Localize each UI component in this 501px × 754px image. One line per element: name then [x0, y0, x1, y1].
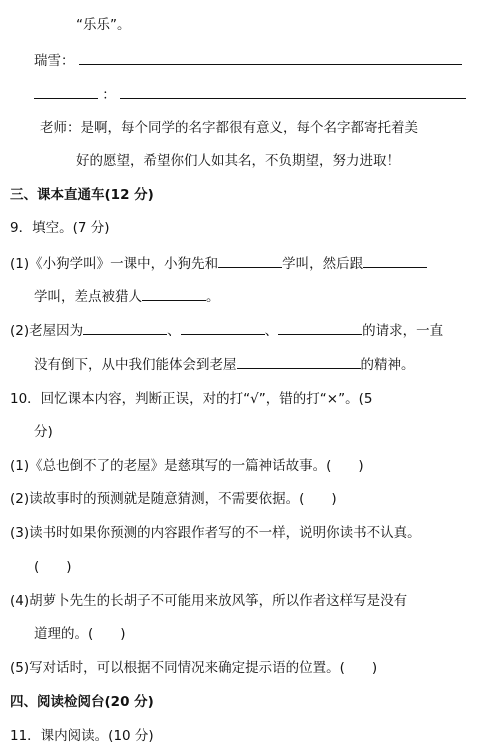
dialogue-teacher-line1	[40, 118, 418, 138]
answer-blank-ruixue[interactable]	[79, 50, 462, 65]
q10-4-text-b: 道理的。( )	[34, 626, 126, 642]
q10-item-1	[10, 456, 364, 476]
dialogue-line-blank-speaker	[34, 84, 466, 104]
q10-3-answer-paren[interactable]: ( )	[34, 559, 72, 575]
q10-text-b: 分)	[34, 424, 53, 440]
q10-stem-line1	[10, 389, 372, 409]
q9-1-text-c: 学叫，差点被猎人	[34, 289, 142, 305]
q10-item-2	[10, 489, 337, 509]
answer-blank-speaker-name[interactable]	[34, 84, 98, 99]
q10-2-text: (2)读故事时的预测就是随意猜测，不需要依据。( )	[10, 491, 337, 507]
q10-text-a: 10．回忆课本内容，判断正误，对的打“√”，错的打“×”。(5	[10, 391, 373, 407]
answer-blank-q9-1-b[interactable]	[363, 253, 427, 268]
section-4-heading	[10, 692, 154, 712]
q9-2-line1	[10, 320, 443, 340]
answer-blank-q9-2-b[interactable]	[181, 320, 265, 335]
speaker-ruixue: 瑞雪：	[34, 53, 75, 69]
section-3-title: 三、课本直通车(12 分)	[10, 187, 154, 203]
q9-text: 9．填空。(7 分)	[10, 220, 110, 236]
q9-1-line2	[34, 286, 220, 306]
continuation-text: “乐乐”。	[76, 17, 131, 33]
teacher-text-2: 好的愿望，希望你们人如其名，不负期望，努力进取！	[76, 153, 400, 169]
q9-stem	[10, 218, 110, 238]
answer-blank-q9-1-c[interactable]	[142, 286, 206, 301]
teacher-text-1: 老师：是啊，每个同学的名字都很有意义，每个名字都寄托着美	[40, 120, 418, 136]
q10-item-4-line2	[34, 624, 126, 644]
q10-3-text-a: (3)读书时如果你预测的内容跟作者写的不一样，说明你读书不认真。	[10, 525, 421, 541]
q10-item-3-line2	[34, 557, 72, 577]
q10-stem-line2	[34, 422, 53, 442]
section-3-heading	[10, 185, 154, 205]
dialogue-continuation	[76, 15, 131, 35]
q11-text: 11．课内阅读。(10 分)	[10, 728, 154, 744]
answer-blank-q9-2-c[interactable]	[278, 320, 362, 335]
q9-2-text-c: 没有倒下，从中我们能体会到老屋	[34, 357, 237, 373]
q9-1-line1	[10, 253, 427, 273]
q10-5-text: (5)写对话时，可以根据不同情况来确定提示语的位置。( )	[10, 660, 378, 676]
colon: ：	[102, 87, 116, 103]
q11-stem	[10, 726, 154, 746]
q9-2-line2	[34, 354, 415, 374]
q10-item-4-line1	[10, 591, 407, 611]
separator-1: 、	[167, 323, 181, 339]
q9-1-text-b: 学叫，然后跟	[282, 256, 364, 272]
q9-2-text-b: 的请求，一直	[362, 323, 444, 339]
dialogue-teacher-line2	[76, 151, 400, 171]
answer-blank-speaker-words[interactable]	[120, 84, 466, 99]
q10-1-text: (1)《总也倒不了的老屋》是慈琪写的一篇神话故事。( )	[10, 458, 364, 474]
answer-blank-q9-1-a[interactable]	[218, 253, 282, 268]
q10-item-3-line1	[10, 523, 421, 543]
q9-1-text-a: (1)《小狗学叫》一课中，小狗先和	[10, 256, 219, 272]
q9-1-text-d: 。	[206, 289, 220, 305]
q10-4-text-a: (4)胡萝卜先生的长胡子不可能用来放风筝，所以作者这样写是没有	[10, 593, 408, 609]
answer-blank-q9-2-d[interactable]	[237, 354, 361, 369]
q10-item-5	[10, 658, 377, 678]
q9-2-text-d: 的精神。	[360, 357, 415, 373]
section-4-title: 四、阅读检阅台(20 分)	[10, 694, 154, 710]
q9-2-text-a: (2)老屋因为	[10, 323, 84, 339]
dialogue-line-ruixue	[34, 50, 462, 70]
separator-2: 、	[264, 323, 279, 339]
answer-blank-q9-2-a[interactable]	[83, 320, 167, 335]
